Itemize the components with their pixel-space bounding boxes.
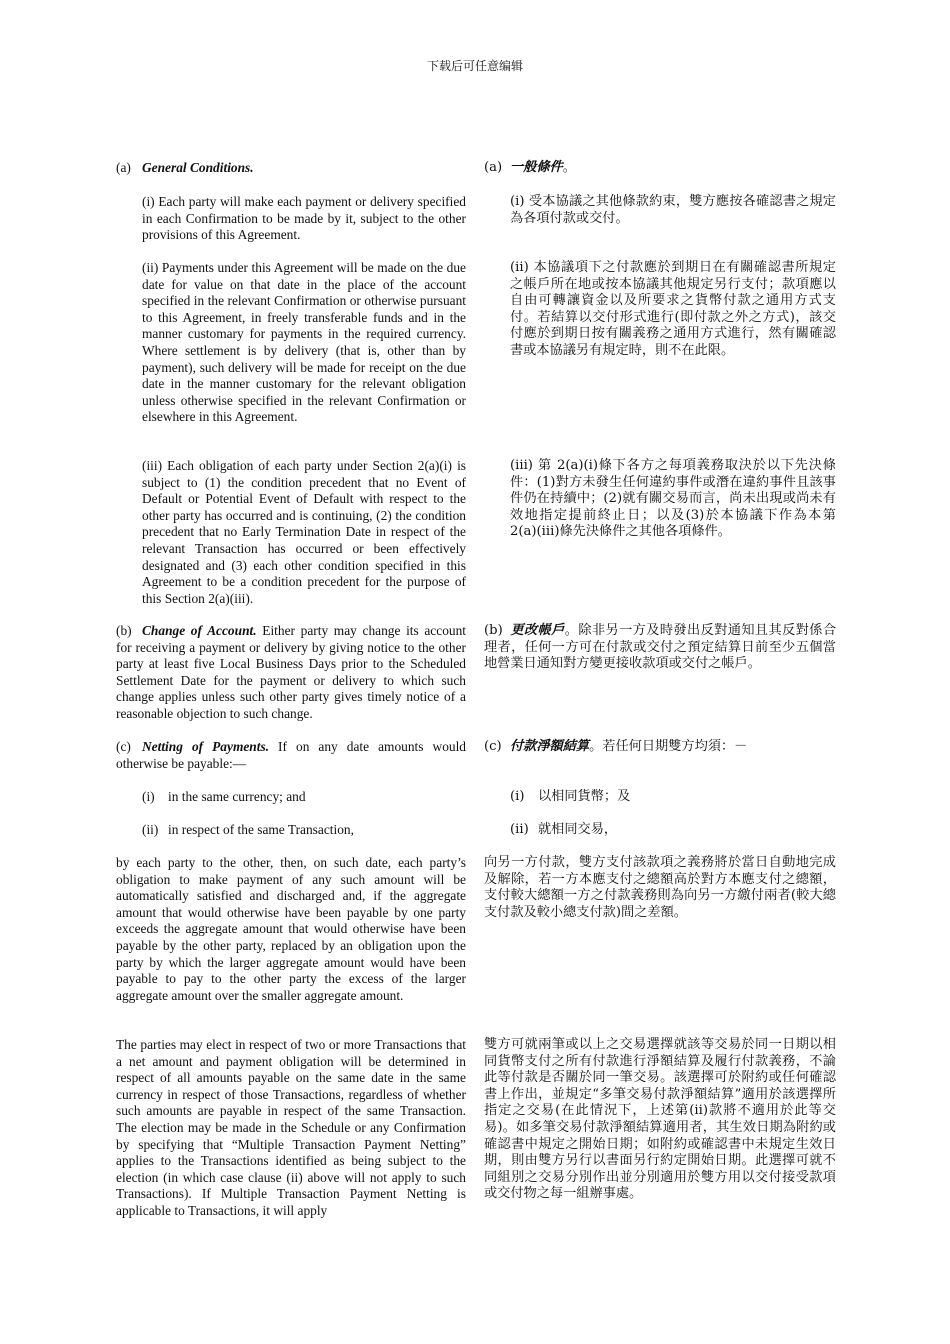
en-a-i-paragraph: (i) Each party will make each payment or delivery specified in each Confirmation to be made by it, subject to the other provisions of this Agreement. bbox=[142, 194, 466, 243]
en-c-i-label: (i) bbox=[142, 789, 155, 804]
en-b-title: Change of Account. bbox=[142, 623, 257, 638]
zh-a-ii-paragraph: (ii) 本協議項下之付款應於到期日在有關確認書所規定之帳戶所在地或按本協議其他規定另行支付；款項應以自由可轉讓資金以及所要求之貨幣付款之通用方式支付。若結算以交付形式進行(即付款之外之方式)，該交付應於到期日按有關義務之通用方式進行，然有關確認書或本協議另有規定時，則不在此限。 bbox=[510, 260, 836, 358]
zh-a-title: 一般條件 bbox=[510, 160, 563, 175]
en-c-i-item bbox=[142, 789, 466, 806]
en-c-ii-label: (ii) bbox=[142, 822, 159, 837]
zh-c-ii-item bbox=[510, 822, 836, 839]
en-c-ii-text: in respect of the same Transaction, bbox=[168, 822, 354, 837]
zh-c-paragraph-1: 向另一方付款，雙方支付該款項之義務將於當日自動地完成及解除，若一方本應支付之總額高於對方本應支付之總額，支付較大總額一方之付款義務則為向另一方繳付兩者(較大總支付款及較小總支付款)間之差額。 bbox=[484, 855, 836, 920]
en-c-label: (c) bbox=[116, 739, 131, 754]
zh-c-ii-text: 就相同交易， bbox=[538, 822, 618, 837]
zh-section-c-heading bbox=[484, 739, 836, 756]
zh-a-label: (a) bbox=[484, 160, 503, 175]
zh-c-i-item bbox=[510, 789, 836, 806]
zh-c-i-text: 以相同貨幣；及 bbox=[538, 789, 631, 804]
en-c-i-text: in the same currency; and bbox=[168, 789, 306, 804]
page-header: 下载后可任意编辑 bbox=[426, 59, 523, 73]
en-a-label: (a) bbox=[116, 160, 131, 175]
zh-c-label: (c) bbox=[484, 739, 502, 754]
zh-a-tail: 。 bbox=[562, 160, 576, 175]
en-c-title: Netting of Payments. bbox=[142, 739, 270, 754]
zh-b-label: (b) bbox=[484, 623, 503, 638]
zh-c-title: 付款淨額結算 bbox=[510, 739, 590, 754]
en-a-iii-paragraph: (iii) Each obligation of each party under Section 2(a)(i) is subject to (1) the condition precedent that no Event of Default or Potential Event of Default with respect to the other party has occurred and is continuing, (2) the condition precedent that no Early Termination Date in respect of the relevant Transaction has occurred or been effectively designated and (3) each other condition specified in this Agreement to be a condition precedent for the purpose of this Section 2(a)(iii). bbox=[142, 458, 466, 606]
zh-section-a-heading bbox=[484, 160, 836, 177]
zh-section-b-paragraph bbox=[484, 623, 836, 673]
en-c-text: If on any date amounts would otherwise be payable:— bbox=[116, 739, 466, 771]
zh-a-i-paragraph: (i) 受本協議之其他條款約束，雙方應按各確認書之規定為各項付款或交付。 bbox=[510, 194, 836, 226]
zh-c-text: 。若任何日期雙方均須：－ bbox=[589, 739, 748, 754]
zh-b-text: 。除非另一方及時發出反對通知且其反對係合理者，任何一方可在付款或交付之預定結算日前至少五個當地營業日通知對方變更接收款項或交付之帳戶。 bbox=[484, 623, 837, 672]
en-c-ii-item bbox=[142, 822, 466, 839]
en-section-b-paragraph bbox=[116, 623, 466, 723]
en-a-title: General Conditions. bbox=[142, 160, 254, 175]
zh-c-paragraph-2: 雙方可就兩筆或以上之交易選擇就該等交易於同一日期以相同貨幣支付之所有付款進行淨額結算及履行付款義務，不論此等付款是否關於同一筆交易。該選擇可於附約或任何確認書上作出，並規定“多筆交易付款淨額結算”適用於該選擇所指定之交易(在此情況下，上述第(ii)款將不適用於此等交易)。如多筆交易付款淨額結算適用者，其生效日期為附約或確認書中規定之開始日期；如附約或確認書中未規定生效日期，則由雙方另行以書面另行約定開始日期。此選擇可就不同組別之交易分別作出並分別適用於雙方用以交付接受款項或交付物之每一組辦事處。 bbox=[484, 1037, 836, 1202]
en-section-c-heading bbox=[116, 739, 466, 772]
en-a-ii-paragraph: (ii) Payments under this Agreement will be made on the due date for value on that date in the place of the account specified in the relevant Confirmation or otherwise pursuant to this Agreement, in freely transferable funds and in the manner customary for payments in the required currency. Where settlement is by delivery (that is, other than by payment), such delivery will be made for receipt on the due date in the manner customary for the relevant obligation unless otherwise specified in the relevant Confirmation or elsewhere in this Agreement. bbox=[142, 260, 466, 425]
zh-a-iii-paragraph: (iii) 第 2(a)(i)條下各方之每項義務取決於以下先決條件：(1)對方未發生任何違約事件或潛在違約事件且該事件仍在持續中；(2)就有關交易而言，尚未出現或尚未有效地指定提前終止日；以及(3)於本協議下作為本第 2(a)(iii)條先決條件之其他各項條件。 bbox=[510, 458, 836, 540]
en-c-paragraph-2: The parties may elect in respect of two or more Transactions that a net amount and payment obligation will be determined in respect of all amounts payable on the same date in the same currency in respect of those Transactions, regardless of whether such amounts are payable in respect of the same Transaction. The election may be made in the Schedule or any Confirmation by specifying that “Multiple Transaction Payment Netting” applies to the Transactions identified as being subject to the election (in which case clause (ii) above will not apply to such Transactions). If Multiple Transaction Payment Netting is applicable to Transactions, it will apply bbox=[116, 1037, 466, 1218]
zh-c-ii-label: (ii) bbox=[510, 822, 529, 837]
en-c-paragraph-1: by each party to the other, then, on such date, each party’s obligation to make payment of any such amount will be automatically satisfied and discharged and, if the aggregate amount that would otherwise have been payable by one party exceeds the aggregate amount that would otherwise have been payable by the other party, replaced by an obligation upon the party by which the larger aggregate amount would have been payable to pay to the other party the excess of the larger aggregate amount over the smaller aggregate amount. bbox=[116, 855, 466, 1003]
zh-b-title: 更改帳戶 bbox=[510, 623, 565, 638]
en-b-text: Either party may change its account for receiving a payment or delivery by giving notice to the other party at least five Local Business Days prior to the Scheduled Settlement Date for the payment or delivery to which such change applies unless such other party gives timely notice of a reasonable objection to such change. bbox=[116, 623, 467, 721]
en-b-label: (b) bbox=[116, 623, 132, 638]
zh-c-i-label: (i) bbox=[510, 789, 525, 804]
en-section-a-heading bbox=[116, 160, 466, 177]
